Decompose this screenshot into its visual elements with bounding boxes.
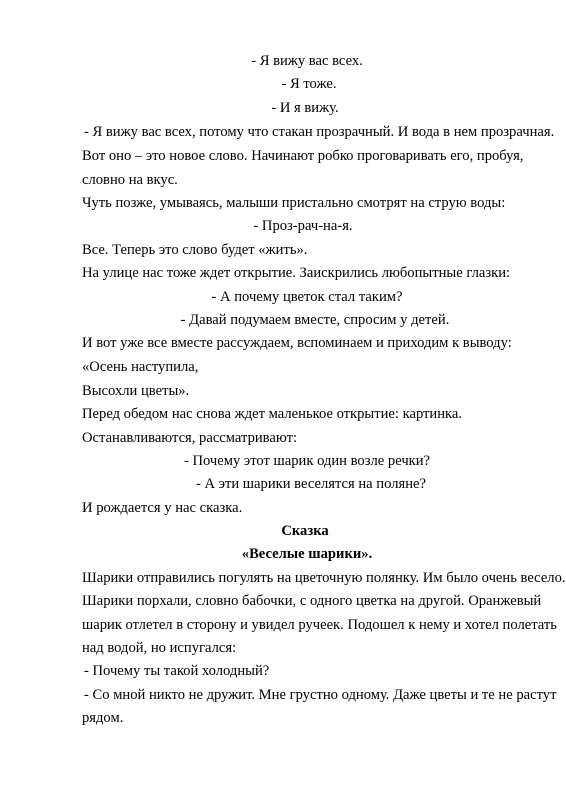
poem-line: Высохли цветы».: [82, 383, 190, 399]
paragraph-line: И вот уже все вместе рассуждаем, вспоминаем и приходим к выводу:: [82, 335, 512, 351]
dialogue-line: - Почему этот шарик один возле речки?: [183, 453, 431, 469]
paragraph-line: Вот оно – это новое слово. Начинают робко проговаривать его, пробуя,: [82, 148, 524, 164]
dialogue-line: - Давай подумаем вместе, спросим у детей.: [180, 312, 450, 328]
paragraph-line: Шарики порхали, словно бабочки, с одного цветка на другой. Оранжевый: [82, 593, 542, 609]
paragraph-line: рядом.: [82, 710, 124, 726]
paragraph-line: над водой, но испугался:: [82, 640, 237, 656]
paragraph-line: Останавливаются, рассматривают:: [82, 430, 298, 446]
dialogue-line: - Я вижу вас всех, потому что стакан прозрачный. И вода в нем прозрачная.: [84, 124, 555, 140]
story-subtitle: «Веселые шарики».: [241, 546, 373, 562]
dialogue-line: - А почему цветок стал таким?: [211, 289, 403, 305]
dialogue-line: - Со мной никто не дружит. Мне грустно одному. Даже цветы и те не растут: [84, 687, 557, 703]
dialogue-line: - И я вижу.: [271, 100, 339, 116]
paragraph-line: Все. Теперь это слово будет «жить».: [82, 242, 308, 258]
paragraph-line: Чуть позже, умываясь, малыши пристально смотрят на струю воды:: [82, 195, 506, 211]
dialogue-line: - Проз-рач-на-я.: [253, 218, 353, 234]
paragraph-line: словно на вкус.: [82, 172, 178, 188]
paragraph-line: Перед обедом нас снова ждет маленькое открытие: картинка.: [82, 406, 463, 422]
dialogue-line: - Я тоже.: [281, 76, 337, 92]
paragraph-line: И рождается у нас сказка.: [82, 500, 243, 516]
dialogue-line: - А эти шарики веселятся на поляне?: [196, 476, 426, 492]
dialogue-line: - Я вижу вас всех.: [251, 53, 363, 69]
story-title: Сказка: [281, 523, 329, 539]
dialogue-line: - Почему ты такой холодный?: [84, 663, 270, 679]
paragraph-line: Шарики отправились погулять на цветочную полянку. Им было очень весело.: [82, 570, 566, 586]
paragraph-line: На улице нас тоже ждет открытие. Заискрились любопытные глазки:: [82, 265, 511, 281]
paragraph-line: шарик отлетел в сторону и увидел ручеек. Подошел к нему и хотел полетать: [82, 617, 557, 633]
poem-line: «Осень наступила,: [82, 359, 199, 375]
